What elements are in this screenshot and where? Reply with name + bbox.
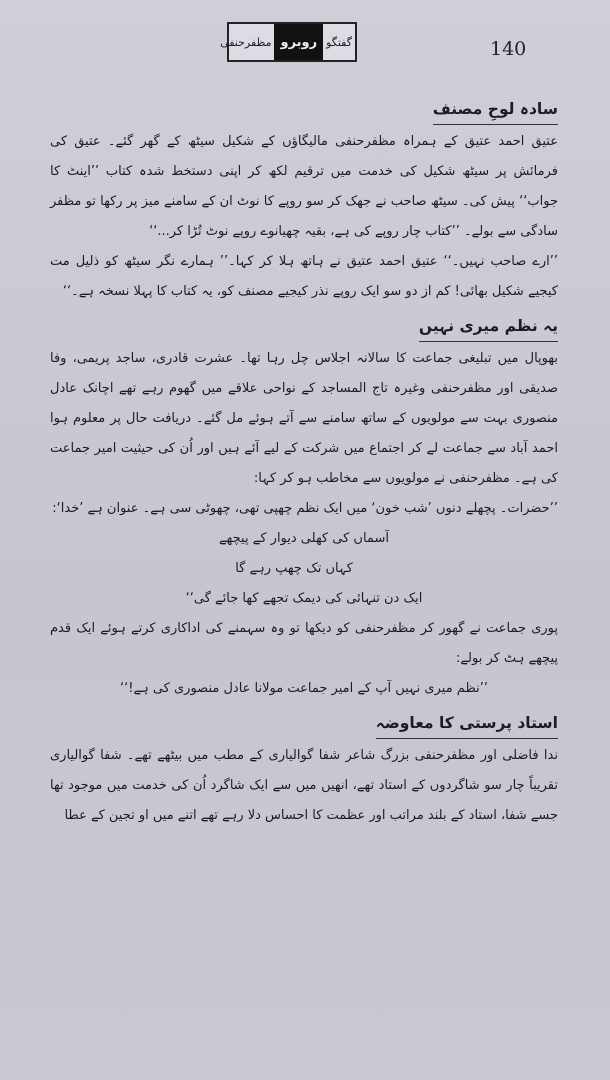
poem-line: ایک دن تنہائی کی دیمک تجھے کھا جائے گی‘‘ <box>185 591 423 606</box>
paragraph: پوری جماعت نے گھور کر مظفرحنفی کو دیکھا تو وہ سہمنے کی اداکاری کرتے ہوئے ایک قدم پیچھے ہٹ کر بولے: <box>50 621 558 666</box>
section-heading: استاد پرستی کا معاوضہ <box>376 708 558 739</box>
paragraph: عتیق احمد عتیق کے ہمراہ مظفرحنفی مالیگاؤں کے شکیل سیٹھ کے گھر گئے۔ عتیق کی فرمائش پر سیٹھ شکیل کی خدمت میں ترقیم لکھ کر اپنی دستخط شدہ کتاب ’’اینٹ کا جواب‘‘ پیش کی۔ سیٹھ صاحب نے جھک کر سو روپے کا نوٹ ان کے سامنے میز پر رکھا تو مظفر سادگی سے بولے۔ ’’کتاب چار روپے کی ہے، بقیہ چھیانوے روپے نوٹ تُڑا کر...‘‘ <box>50 134 558 239</box>
poem-line: کہاں تک چھپ رہے گا <box>235 561 353 576</box>
page-number: 140 <box>490 38 527 60</box>
header-title-main: روبرو <box>274 24 323 60</box>
quote-line: ’’نظم میری نہیں آپ کے امیر جماعت مولانا عادل منصوری کی ہے!‘‘ <box>120 681 488 696</box>
paragraph: بھوپال میں تبلیغی جماعت کا سالانہ اجلاس چل رہا تھا۔ عشرت قادری، ساجد پریمی، وفا صدیقی اور مظفرحنفی وغیرہ تاج المساجد کے نواحی علاقے میں گھوم رہے تھے اچانک عادل منصوری بہت سے مولویوں کے ساتھ سامنے سے آتے ہوئے مل گئے۔ دریافت حال پر معلوم ہوا احمد آباد سے جماعت لے کر اجتماع میں شرکت کے لیے آئے ہیں اور اُن کی حیثیت امیر جماعت کی ہے۔ مظفرحنفی نے مولویوں سے مخاطب ہو کر کہا: <box>50 351 558 486</box>
section-heading: سادہ لوحِ مصنف <box>433 94 558 125</box>
header-author: مظفرحنفی <box>220 35 272 49</box>
paragraph: ’’حضرات۔ پچھلے دنوں ’شب خون‘ میں ایک نظم چھپی تھی، چھوٹی سی ہے۔ عنوان ہے ’خدا‘: <box>52 501 558 516</box>
paragraph: ندا فاضلی اور مظفرحنفی بزرگ شاعر شفا گوالیاری کے مطب میں بیٹھے تھے۔ شفا گوالیاری تقریباً چار سو شاگردوں کے استاد تھے، انھیں میں سے ایک شاگرد اُن کی خدمت میں موجود تھا جسے شفا، استاد کے بلند مراتب اور عظمت کا احساس دلا رہے تھے اتنے میں او تجین کے عطا <box>50 748 558 823</box>
header-title-left: گفتگو <box>326 35 352 49</box>
running-header-badge <box>220 22 357 62</box>
paragraph: ’’ارے صاحب نہیں۔‘‘ عتیق احمد عتیق نے ہاتھ ہلا کر کہا۔’’ ہمارے نگر سیٹھ کو ذلیل مت کیجیے شکیل بھائی! کم از دو سو ایک روپے نذر کیجیے مصنف کو، یہ کتاب کا پہلا نسخہ ہے۔‘‘ <box>50 254 558 299</box>
section-heading: یہ نظم میری نہیں <box>419 311 558 342</box>
poem-line: آسماں کی کھلی دیوار کے پیچھے <box>219 531 389 546</box>
page-body <box>50 90 558 831</box>
